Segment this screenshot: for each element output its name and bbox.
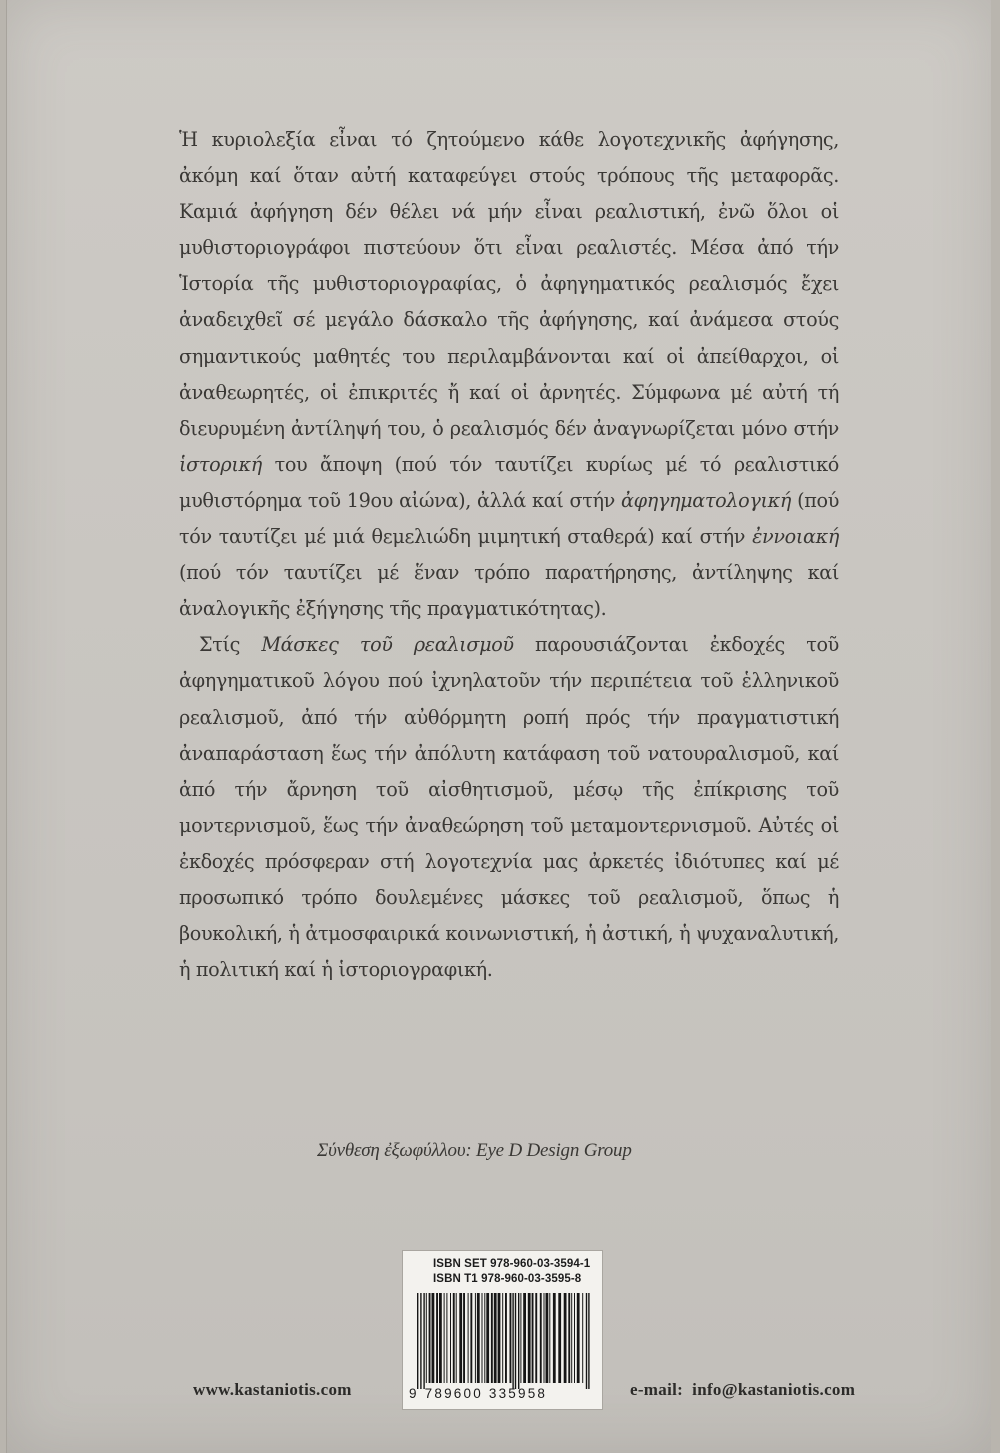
barcode-bar: [423, 1293, 424, 1389]
barcode-bar: [477, 1293, 480, 1383]
barcode-bar: [586, 1293, 587, 1389]
blurb-text: [179, 122, 839, 988]
barcode-bar: [463, 1293, 465, 1383]
barcode-bar: [520, 1293, 521, 1383]
barcode-bar: [571, 1293, 572, 1383]
barcode-bar: [582, 1293, 583, 1383]
barcode-bar: [432, 1293, 435, 1383]
barcode-bar: [439, 1293, 442, 1383]
back-cover: [6, 0, 991, 1453]
barcode-bar: [549, 1293, 550, 1383]
blurb-p2-text-1: Στίς: [199, 633, 241, 657]
barcode-bar: [540, 1293, 542, 1383]
barcode-bar: [574, 1293, 575, 1383]
barcode-bar: [528, 1293, 531, 1383]
barcode-bar: [518, 1293, 519, 1389]
barcode-bar: [568, 1293, 570, 1383]
blurb-p1-text-4: (πού τόν ταυτίζει μέ ἕναν τρόπο παρατήρησης, ἀντίληψης καί ἀναλογικῆς ἐξήγησης τῆς πραγματικότητας).: [179, 561, 839, 621]
barcode-bar: [532, 1293, 534, 1383]
barcode-bar: [505, 1293, 507, 1383]
barcode-bar: [546, 1293, 549, 1383]
barcode-bar: [577, 1293, 580, 1383]
barcode-bar: [494, 1293, 497, 1383]
barcode-bar: [564, 1293, 567, 1383]
barcode-bar: [426, 1293, 427, 1383]
barcode-bar: [535, 1293, 537, 1383]
barcode-bar: [553, 1293, 556, 1383]
book-title-italic: Μάσκες τοῦ ρεαλισμοῦ: [261, 633, 514, 657]
barcode-bar: [515, 1293, 516, 1389]
barcode-bar: [436, 1293, 438, 1383]
barcode-bar: [444, 1293, 445, 1383]
barcode-bar: [420, 1293, 421, 1389]
blurb-p1-italic-2: ἀφηγηματολογική: [621, 488, 792, 512]
barcode-bar: [502, 1293, 503, 1383]
barcode-bar: [456, 1293, 457, 1383]
barcode-bar: [450, 1293, 451, 1383]
blurb-p1-text-3: (πού τόν ταυτίζει μέ μιά θεμελιώδη μιμητική σταθερά) καί στήν: [179, 488, 840, 549]
barcode-bar: [486, 1293, 489, 1383]
publisher-website: www.kastaniotis.com: [193, 1380, 352, 1399]
barcode-bar: [512, 1293, 513, 1389]
blurb-p1-italic-3: ἐννοιακή: [752, 525, 839, 549]
barcode-bar: [446, 1293, 447, 1383]
barcode-digits: 9 789600 335958: [409, 1386, 548, 1401]
barcode-label: [402, 1250, 603, 1410]
blurb-paragraph-1: [179, 122, 839, 627]
isbn-set: ISBN SET 978-960-03-3594-1: [433, 1258, 591, 1270]
publisher-email: e-mail: info@kastaniotis.com: [630, 1380, 856, 1399]
isbn-t1: ISBN T1 978-960-03-3595-8: [433, 1273, 582, 1285]
barcode-icon: [415, 1293, 592, 1389]
blurb-p1-italic-1: ἱστορική: [179, 452, 262, 476]
blurb-paragraph-2: [179, 627, 839, 988]
barcode-bar: [453, 1293, 455, 1383]
barcode-bar: [484, 1293, 485, 1383]
barcode-bar: [429, 1293, 431, 1383]
barcode-bar: [523, 1293, 526, 1383]
barcode-bar: [475, 1293, 476, 1383]
barcode-bar: [417, 1293, 418, 1389]
barcode-bar: [588, 1293, 589, 1389]
barcode-bar: [470, 1293, 472, 1383]
barcode-bar: [510, 1293, 512, 1383]
barcode-bar: [558, 1293, 561, 1383]
barcode-bar: [544, 1293, 545, 1383]
barcode-bar: [482, 1293, 483, 1383]
barcode-bar: [491, 1293, 493, 1383]
blurb-p2-text-2: παρουσιάζονται ἐκδοχές τοῦ ἀφηγηματικοῦ λόγου πού ἰχνηλατοῦν τήν περιπέτεια τοῦ ἑλληνικοῦ ρεαλισμοῦ, ἀπό τήν αὐθόρμητη ροπή πρός τήν πραγματιστική ἀναπαράσταση ἕως τήν ἀπόλυτη κατάφαση τοῦ νατουραλισμοῦ, καί ἀπό τήν ἄρνηση τοῦ αἰσθητισμοῦ, μέσῳ τῆς ἐπίκρισης τοῦ μοντερνισμοῦ, ἕως τήν ἀναθεώρηση τοῦ μεταμοντερνισμοῦ. Αὐτές οἱ ἐκδοχές πρόσφεραν στή λογοτεχνία μας ἀρκετές ἰδιότυπες καί μέ προσωπικό τρόπο δουλεμένες μάσκες τοῦ ρεαλισμοῦ, ὅπως ἡ βουκολική, ἡ ἀτμοσφαιρικά κοινωνιστική, ἡ ἀστική, ἡ ψυχαναλυτική, ἡ πολιτική καί ἡ ἱστοριογραφική.: [179, 633, 839, 982]
barcode-bar: [498, 1293, 501, 1383]
cover-design-credit: Σύνθεση ἐξωφύλλου: Eye D Design Group: [317, 1140, 632, 1161]
blurb-p1-text-1: Ἡ κυριολεξία εἶναι τό ζητούμενο κάθε λογοτεχνικῆς ἀφήγησης, ἀκόμη καί ὅταν αὐτή καταφεύγει στούς τρόπους τῆς μεταφορᾶς. Καμιά ἀφήγηση δέν θέλει νά μήν εἶναι ρεαλιστική, ἐνῶ ὅλοι οἱ μυθιστοριογράφοι πιστεύουν ὅτι εἶναι ρεαλιστές. Μέσα ἀπό τήν Ἱστορία τῆς μυθιστοριογραφίας, ὁ ἀφηγηματικός ρεαλισμός ἔχει ἀναδειχθεῖ σέ μεγάλο δάσκαλο τῆς ἀφήγησης, καί ἀνάμεσα στούς σημαντικούς μαθητές του περιλαμβάνονται καί οἱ ἀπείθαρχοι, οἱ ἀναθεωρητές, οἱ ἐπικριτές ἤ καί οἱ ἀρνητές. Σύμφωνα μέ αὐτή τή διευρυμένη ἀντίληψή του, ὁ ρεαλισμός δέν ἀναγνωρίζεται μόνο στήν: [179, 128, 839, 440]
barcode-bar: [459, 1293, 462, 1383]
blurb-p1-text-2: του ἄποψη (πού τόν ταυτίζει κυρίως μέ τό ρεαλιστικό μυθιστόρημα τοῦ 19ου αἰώνα), ἀλλά καί στήν: [179, 452, 840, 512]
barcode-bar: [468, 1293, 469, 1383]
